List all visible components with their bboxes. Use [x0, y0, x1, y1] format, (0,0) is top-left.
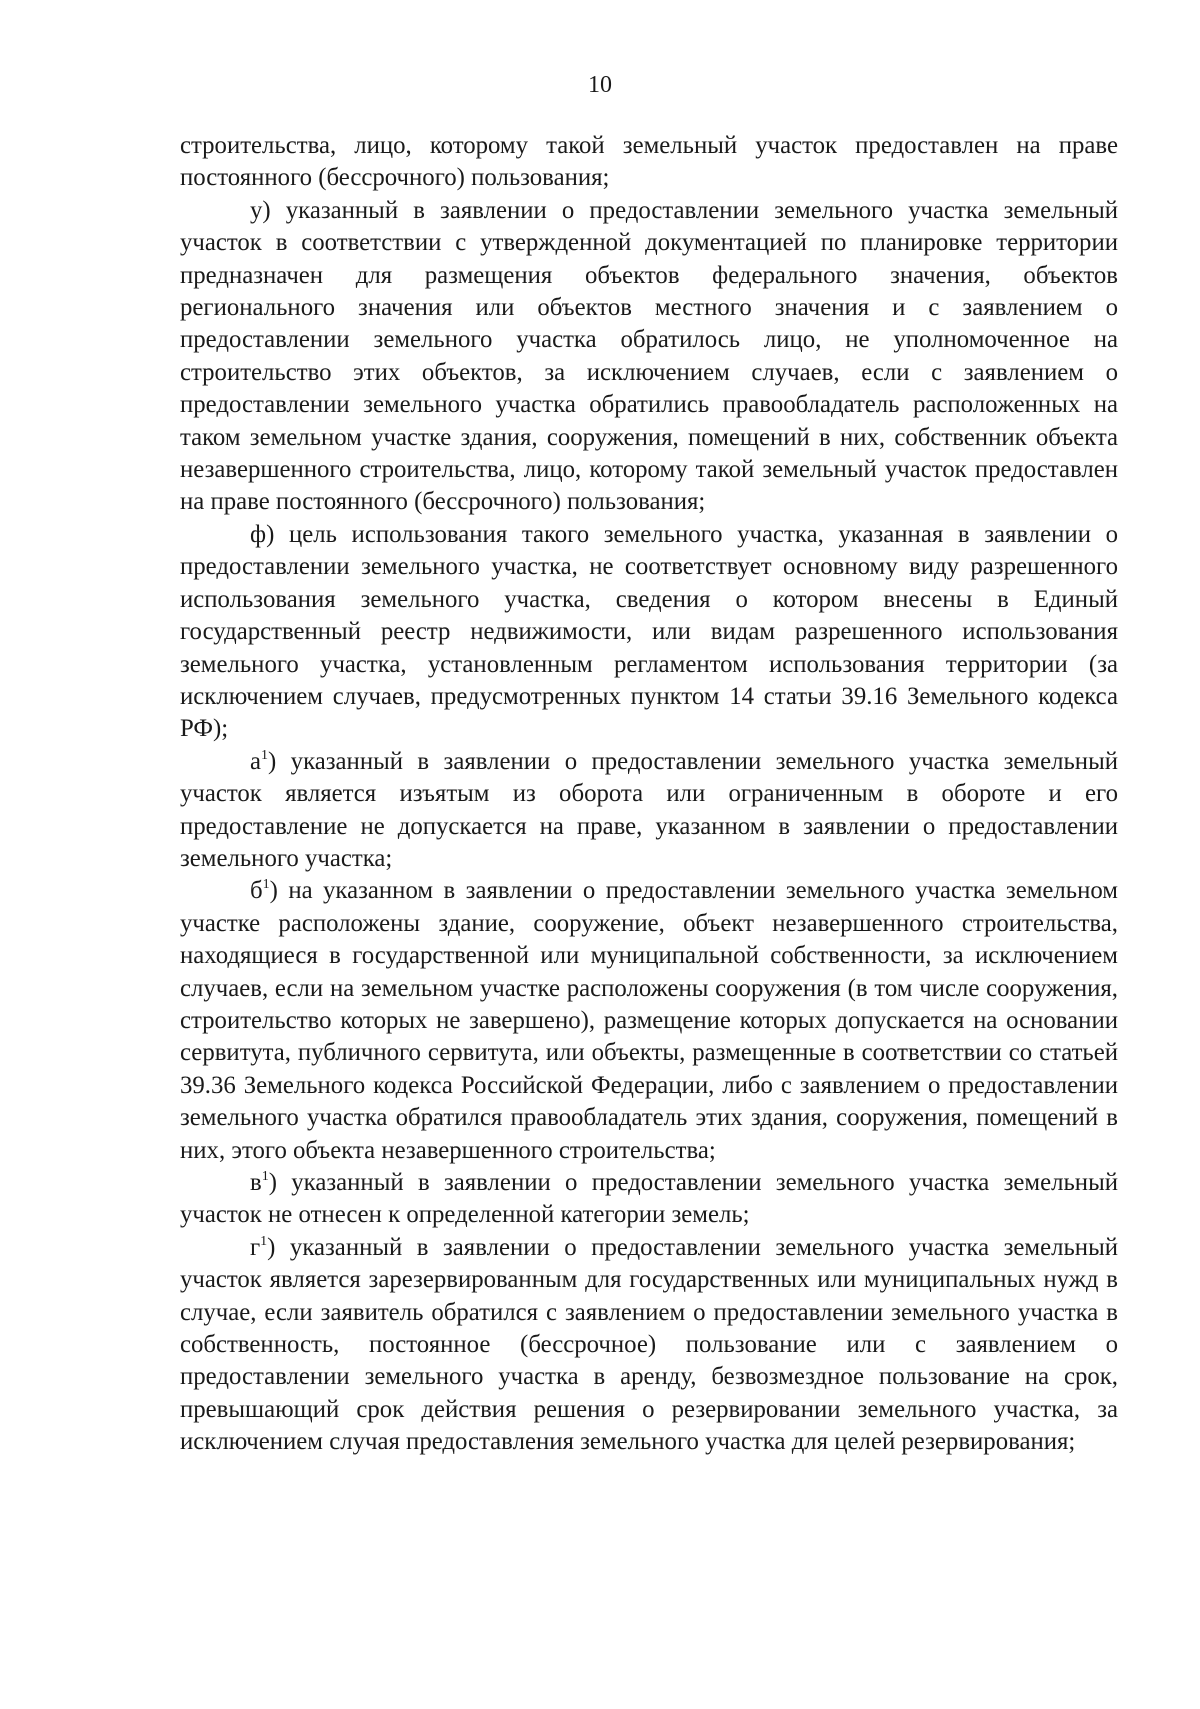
paragraph-continuation: [180, 130, 1118, 195]
item-marker: ф: [250, 520, 267, 548]
item-marker-superscript: 1: [261, 1169, 269, 1184]
item-marker-superscript: 1: [262, 877, 270, 893]
paragraph-text: ) указанный в заявлении о предоставлении земельного участка земельный участок является зарезервированным для государственных или муниципальных нужд в случае, если заявитель обратился с заявлением о предоставлении земельного участка в собственность, постоянное (бессрочное) пользование или с заявлением о предоставлении земельного участка в аренду, безвозмездное пользование на срок, превышающий срок действия решения о резервировании земельного участка, за исключением случая предоставления земельного участка для целей резервирования;: [180, 1233, 1118, 1456]
paragraph-item-a1: [180, 746, 1118, 876]
paragraph-text: строительства, лицо, которому такой земельный участок предоставлен на праве постоянного (бессрочного) пользования;: [180, 132, 1118, 192]
item-marker: у: [250, 196, 263, 224]
paragraph-item-g1: [180, 1232, 1118, 1459]
paragraph-text: ) на указанном в заявлении о предоставлении земельного участка земельном участке расположены здание, сооружение, объект незавершенного строительства, находящиеся в государственной или муниципальной собственности, за исключением случаев, если на земельном участке расположены сооружения (в том числе сооружения, строительство которых не завершено), размещение которых допускается на основании сервитута, публичного сервитута, или объекты, размещенные в соответствии со статьей 39.36 Земельного кодекса Российской Федерации, либо с заявлением о предоставлении земельного участка обратился правообладатель этих здания, сооружения, помещений в них, этого объекта незавершенного строительства;: [180, 877, 1118, 1164]
paragraph-item-b1: [180, 875, 1118, 1167]
paragraph-text: ) указанный в заявлении о предоставлении земельного участка земельный участок является изъятым из оборота или ограниченным в обороте и его предоставление не допускается на праве, указанном в заявлении о предоставлении земельного участка;: [180, 747, 1118, 872]
item-marker-superscript: 1: [261, 747, 269, 763]
item-marker: б: [250, 877, 263, 905]
document-body: [180, 130, 1118, 1459]
page-number: 10: [588, 72, 612, 98]
paragraph-text: ) указанный в заявлении о предоставлении земельного участка земельный участок не отнесен к определенной категории земель;: [180, 1169, 1118, 1229]
paragraph-text: ) указанный в заявлении о предоставлении земельного участка земельный участок в соответствии с утвержденной документацией по планировке территории предназначен для размещения объектов федерального значения, объектов регионального значения или объектов местного значения и с заявлением о предоставлении земельного участка обратилось лицо, не уполномоченное на строительство этих объектов, за исключением случаев, если с заявлением о предоставлении земельного участка обратились правообладатель расположенных на таком земельном участке здания, сооружения, помещений в них, собственник объекта незавершенного строительства, лицо, которому такой земельный участок предоставлен на праве постоянного (бессрочного) пользования;: [180, 196, 1118, 516]
item-marker-superscript: 1: [260, 1233, 268, 1249]
paragraph-text: ) цель использования такого земельного участка, указанная в заявлении о предоставлении земельного участка, не соответствует основному виду разрешенного использования земельного участка, сведения о котором внесены в Единый государственный реестр недвижимости, или видам разрешенного использования земельного участка, установленным регламентом использования территории (за исключением случаев, предусмотренных пунктом 14 статьи 39.16 Земельного кодекса РФ);: [180, 520, 1118, 743]
item-marker: а: [250, 747, 262, 775]
paragraph-item-v1: [180, 1167, 1118, 1232]
item-marker: в: [250, 1169, 262, 1196]
paragraph-item-f: [180, 519, 1118, 746]
paragraph-item-u: [180, 195, 1118, 519]
item-marker: г: [250, 1233, 261, 1261]
